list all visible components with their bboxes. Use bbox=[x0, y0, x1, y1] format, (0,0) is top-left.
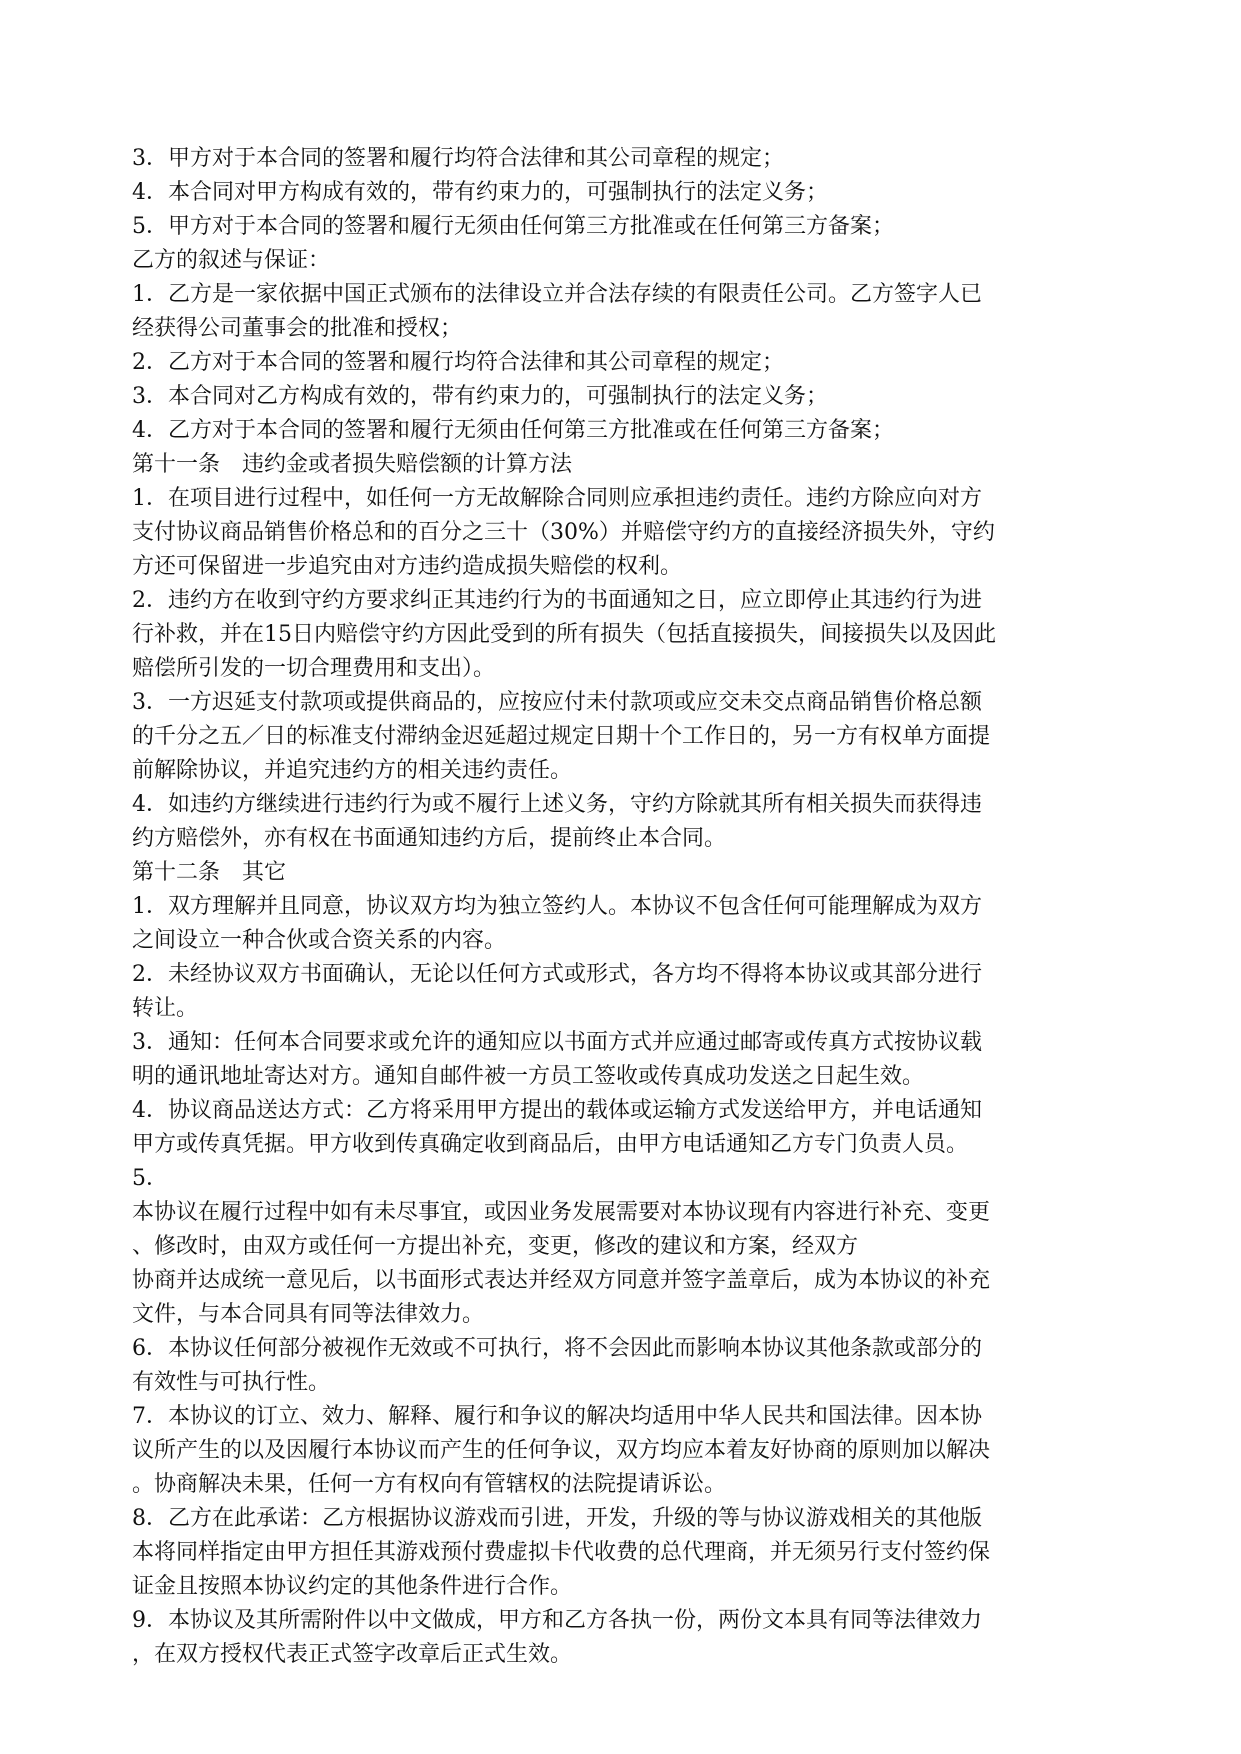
text-line: 。协商解决未果，任何一方有权向有管辖权的法院提请诉讼。 bbox=[132, 1472, 727, 1497]
text-line: 4．本合同对甲方构成有效的，带有约束力的，可强制执行的法定义务； bbox=[132, 180, 828, 205]
text-line: 4．乙方对于本合同的签署和履行无须由任何第三方批准或在任何第三方备案； bbox=[132, 418, 894, 443]
text-line: 4．协议商品送达方式：乙方将采用甲方提出的载体或运输方式发送给甲方，并电话通知 bbox=[132, 1098, 982, 1123]
text-line: 1．双方理解并且同意，协议双方均为独立签约人。本协议不包含任何可能理解成为双方 bbox=[132, 894, 982, 919]
text-line: 9．本协议及其所需附件以中文做成，甲方和乙方各执一份，两份文本具有同等法律效力 bbox=[132, 1608, 982, 1633]
text-line: 1．乙方是一家依据中国正式颁布的法律设立并合法存续的有限责任公司。乙方签字人已 bbox=[132, 282, 982, 307]
section-heading: 乙方的叙述与保证： bbox=[132, 248, 331, 273]
text-line: 议所产生的以及因履行本协议而产生的任何争议，双方均应本着友好协商的原则加以解决 bbox=[132, 1438, 991, 1463]
text-line: 经获得公司董事会的批准和授权； bbox=[132, 316, 463, 341]
article-heading: 第十一条 违约金或者损失赔偿额的计算方法 bbox=[132, 452, 573, 477]
text-line: 2．违约方在收到守约方要求纠正其违约行为的书面通知之日，应立即停止其违约行为进 bbox=[132, 588, 982, 613]
text-line: 方还可保留进一步追究由对方违约造成损失赔偿的权利。 bbox=[132, 554, 683, 579]
text-line: 协商并达成统一意见后，以书面形式表达并经双方同意并签字盖章后，成为本协议的补充 bbox=[132, 1268, 991, 1293]
text-line: 明的通讯地址寄达对方。通知自邮件被一方员工签收或传真成功发送之日起生效。 bbox=[132, 1064, 925, 1089]
text-line: 支付协议商品销售价格总和的百分之三十（30%）并赔偿守约方的直接经济损失外，守约 bbox=[132, 520, 995, 545]
text-line: 转让。 bbox=[132, 996, 199, 1021]
text-line: 证金且按照本协议约定的其他条件进行合作。 bbox=[132, 1574, 573, 1599]
text-line: 之间设立一种合伙或合资关系的内容。 bbox=[132, 928, 507, 953]
text-line: 4．如违约方继续进行违约行为或不履行上述义务，守约方除就其所有相关损失而获得违 bbox=[132, 792, 982, 817]
text-line: 前解除协议，并追究违约方的相关违约责任。 bbox=[132, 758, 573, 783]
text-line: 文件，与本合同具有同等法律效力。 bbox=[132, 1302, 485, 1327]
text-line: 3．本合同对乙方构成有效的，带有约束力的，可强制执行的法定义务； bbox=[132, 384, 828, 409]
text-line: ，在双方授权代表正式签字改章后正式生效。 bbox=[132, 1642, 573, 1667]
text-line: 3．一方迟延支付款项或提供商品的，应按应付未付款项或应交未交点商品销售价格总额 bbox=[132, 690, 982, 715]
text-line: 3．通知：任何本合同要求或允许的通知应以书面方式并应通过邮寄或传真方式按协议载 bbox=[132, 1030, 982, 1055]
text-line: 2．乙方对于本合同的签署和履行均符合法律和其公司章程的规定； bbox=[132, 350, 784, 375]
text-line: 2．未经协议双方书面确认，无论以任何方式或形式，各方均不得将本协议或其部分进行 bbox=[132, 962, 982, 987]
text-line: 的千分之五／日的标准支付滞纳金迟延超过规定日期十个工作日的，另一方有权单方面提 bbox=[132, 724, 991, 749]
text-line: 有效性与可执行性。 bbox=[132, 1370, 331, 1395]
text-line: 本将同样指定由甲方担任其游戏预付费虚拟卡代收费的总代理商，并无须另行支付签约保 bbox=[132, 1540, 991, 1565]
text-line: 8．乙方在此承诺：乙方根据协议游戏而引进，开发，升级的等与协议游戏相关的其他版 bbox=[132, 1506, 982, 1531]
text-line: 本协议在履行过程中如有未尽事宜，或因业务发展需要对本协议现有内容进行补充、变更 bbox=[132, 1200, 991, 1225]
contract-text-body bbox=[132, 142, 1112, 1672]
text-line: 6．本协议任何部分被视作无效或不可执行，将不会因此而影响本协议其他条款或部分的 bbox=[132, 1336, 982, 1361]
text-line: 5．甲方对于本合同的签署和履行无须由任何第三方批准或在任何第三方备案； bbox=[132, 214, 894, 239]
text-line: 3．甲方对于本合同的签署和履行均符合法律和其公司章程的规定； bbox=[132, 146, 784, 171]
text-line: 7．本协议的订立、效力、解释、履行和争议的解决均适用中华人民共和国法律。因本协 bbox=[132, 1404, 982, 1429]
text-line: 赔偿所引发的一切合理费用和支出）。 bbox=[132, 656, 496, 681]
article-heading: 第十二条 其它 bbox=[132, 860, 287, 885]
text-line: 1．在项目进行过程中，如任何一方无故解除合同则应承担违约责任。违约方除应向对方 bbox=[132, 486, 982, 511]
text-line: 行补救，并在15日内赔偿守约方因此受到的所有损失（包括直接损失，间接损失以及因此 bbox=[132, 622, 996, 647]
text-line: 、修改时，由双方或任何一方提出补充，变更，修改的建议和方案，经双方 bbox=[132, 1234, 859, 1259]
text-line: 甲方或传真凭据。甲方收到传真确定收到商品后，由甲方电话通知乙方专门负责人员。 bbox=[132, 1132, 969, 1157]
text-line: 约方赔偿外，亦有权在书面通知违约方后，提前终止本合同。 bbox=[132, 826, 727, 851]
text-line: 5． bbox=[132, 1166, 168, 1191]
